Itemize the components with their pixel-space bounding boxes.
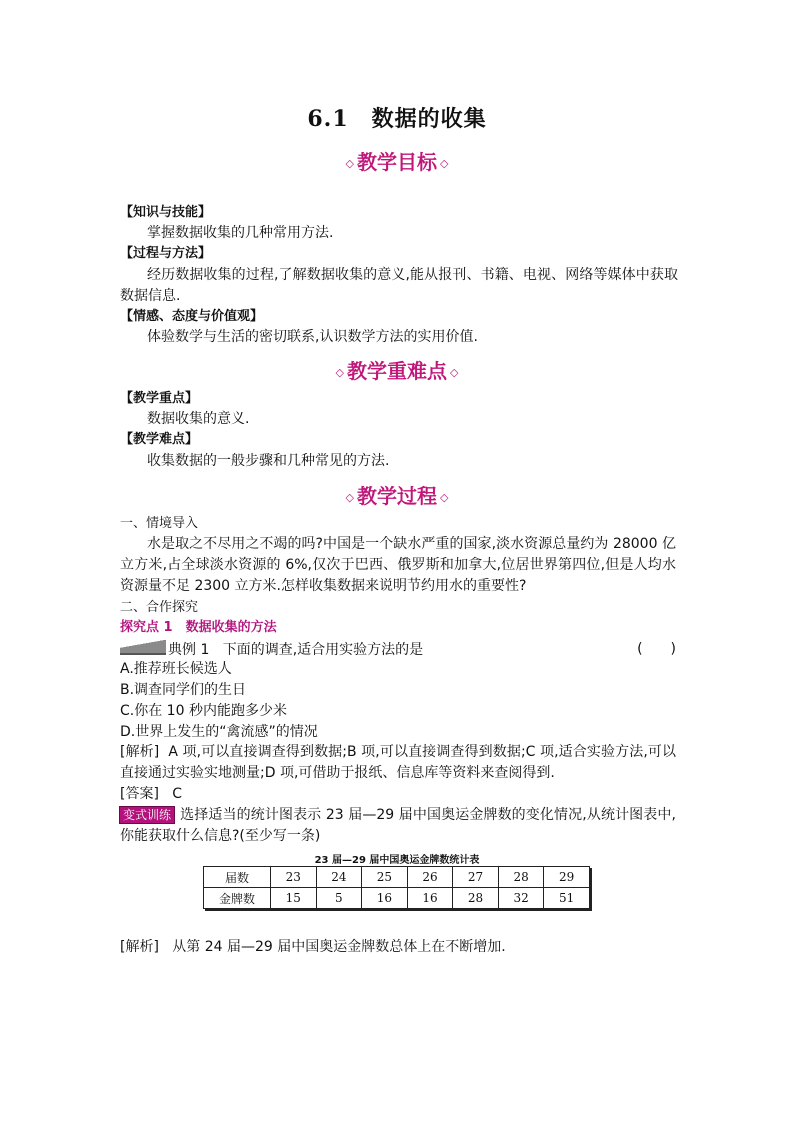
- process-method-text: 经历数据收集的过程,了解数据收集的意义,能从报刊、书籍、电视、网络等媒体中获取数据信息.: [120, 267, 678, 304]
- table-cell: 15: [271, 888, 317, 909]
- table-cell: 25: [362, 867, 408, 888]
- focus-text: 数据收集的意义.: [147, 411, 250, 427]
- diamond-icon: ◇: [345, 157, 354, 170]
- option-d: D.世界上发生的“禽流感”的情况: [120, 724, 318, 740]
- attitude-text: 体验数学与生活的密切联系,认识数学方法的实用价值.: [147, 329, 478, 345]
- section-heading-objectives: ◇ 教学目标 ◇: [0, 146, 794, 175]
- knowledge-text: 掌握数据收集的几种常用方法.: [147, 225, 334, 241]
- example-marker-icon: [120, 639, 166, 655]
- answer-paren: ( ): [637, 641, 676, 657]
- part2-heading: 二、合作探究: [120, 600, 199, 615]
- analysis2-line: [解析] 从第 24 届—29 届中国奥运金牌数总体上在不断增加.: [120, 939, 506, 955]
- intro-paragraph: 水是取之不尽用之不竭的吗?中国是一个缺水严重的国家,淡水资源总量约为 28000 亿立方米,占全球淡水资源的 6%,仅次于巴西、俄罗斯和加拿大,位居世界第四位,但是人均水资源量不足 2300 立方米.怎样收集数据来说明节约用水的重要性?: [120, 536, 676, 594]
- section-heading-key-points: ◇ 教学重难点 ◇: [0, 355, 794, 384]
- table-cell: 32: [498, 888, 544, 909]
- process-method-label: 【过程与方法】: [120, 246, 212, 261]
- answer-line: [答案] C: [120, 786, 183, 802]
- diamond-icon: ◇: [345, 491, 354, 504]
- diamond-icon: ◇: [335, 366, 344, 379]
- diamond-icon: ◇: [440, 491, 449, 504]
- table-cell: 27: [453, 867, 499, 888]
- focus-label: 【教学重点】: [120, 391, 199, 406]
- table-cell: 24: [316, 867, 362, 888]
- table-row-header: 届数: [204, 867, 271, 888]
- option-b: B.调查同学们的生日: [120, 682, 247, 698]
- table-row: [204, 867, 590, 888]
- explore-point-heading: 探究点 1 数据收集的方法: [120, 620, 277, 635]
- table-cell: 23: [271, 867, 317, 888]
- table-row-header: 金牌数: [204, 888, 271, 909]
- difficulty-text: 收集数据的一般步骤和几种常见的方法.: [147, 453, 390, 469]
- table-cell: 29: [544, 867, 590, 888]
- page-title: 6.1 数据的收集: [307, 106, 487, 132]
- variant-paragraph: 变式训练 选择适当的统计图表示 23 届—29 届中国奥运金牌数的变化情况,从统计图表中,你能获取什么信息?(至少写一条): [120, 807, 676, 844]
- table-cell: 28: [498, 867, 544, 888]
- section-heading-process: ◇ 教学过程 ◇: [0, 480, 794, 509]
- table-cell: 51: [544, 888, 590, 909]
- table-cell: 28: [453, 888, 499, 909]
- table-cell: 16: [362, 888, 408, 909]
- analysis-paragraph: [解析] A 项,可以直接调查得到数据;B 项,可以直接调查得到数据;C 项,适合实验方法,可以直接通过实验实地测量;D 项,可借助于报纸、信息库等资料来查阅得到.: [120, 744, 676, 781]
- attitude-label: 【情感、态度与价值观】: [120, 309, 264, 324]
- gold-medal-table: [203, 866, 590, 909]
- table-caption: 23 届—29 届中国奥运金牌数统计表: [314, 855, 480, 866]
- option-a: A.推荐班长候选人: [120, 661, 232, 677]
- table-cell: 5: [316, 888, 362, 909]
- example-question: 典例 1 下面的调查,适合用实验方法的是 ( ): [120, 639, 676, 660]
- table-cell: 26: [407, 867, 453, 888]
- diamond-icon: ◇: [440, 157, 449, 170]
- table-row: [204, 888, 590, 909]
- difficulty-label: 【教学难点】: [120, 432, 199, 447]
- variant-training-badge: 变式训练: [120, 807, 174, 823]
- knowledge-label: 【知识与技能】: [120, 205, 212, 220]
- table-cell: 16: [407, 888, 453, 909]
- diamond-icon: ◇: [450, 366, 459, 379]
- option-c: C.你在 10 秒内能跑多少米: [120, 703, 287, 719]
- part1-heading: 一、情境导入: [120, 516, 199, 531]
